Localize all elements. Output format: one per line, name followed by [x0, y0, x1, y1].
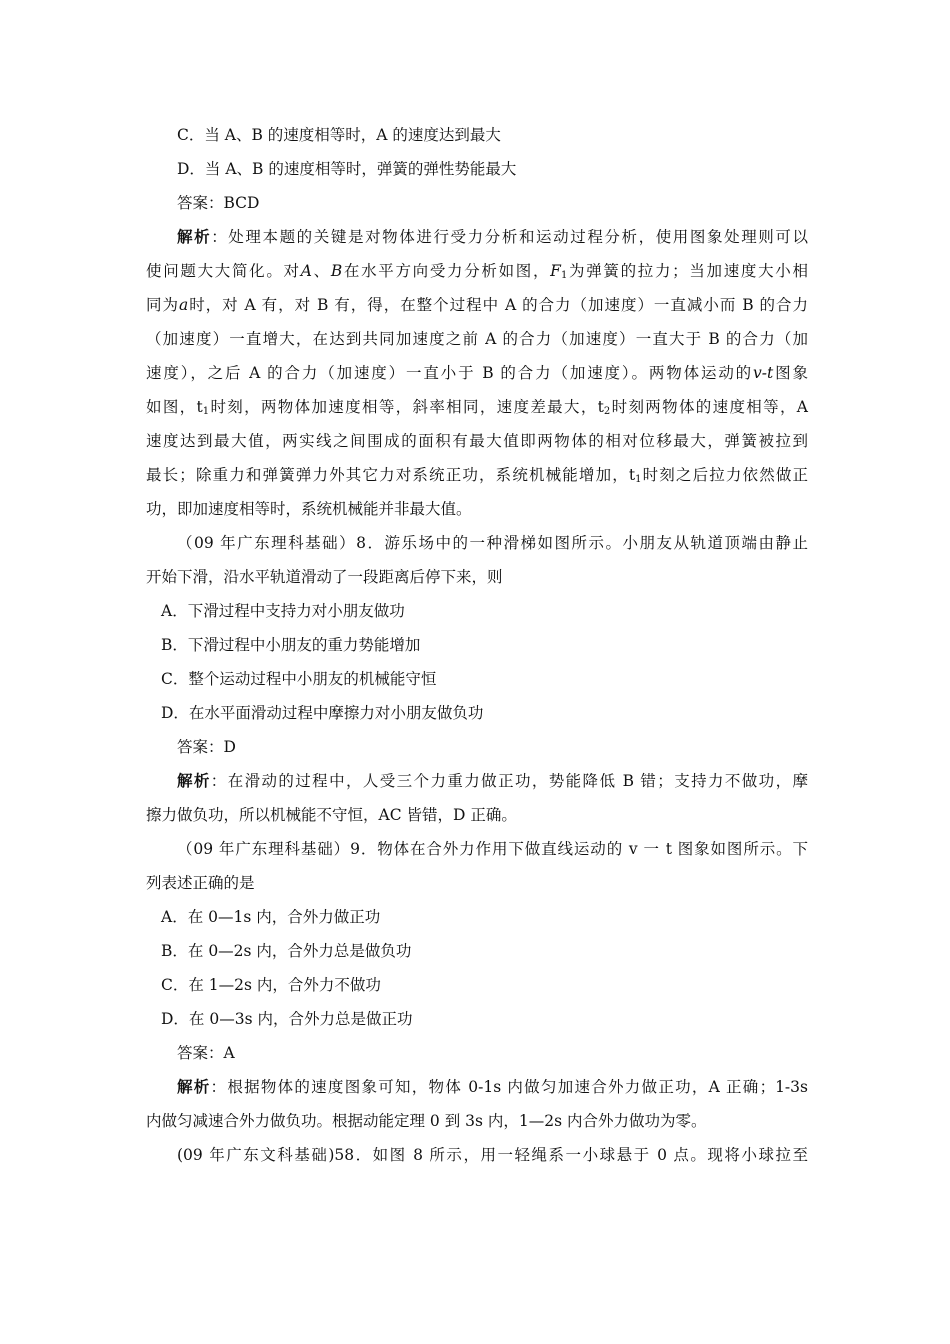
answer: 答案：A	[177, 1044, 235, 1062]
option-a: A．在 0—1s 内，合外力做正功	[161, 908, 381, 926]
analysis-label: 解析	[177, 1077, 211, 1096]
analysis-line: 功，即加速度相等时，系统机械能并非最大值。	[146, 500, 472, 518]
option-d: D．当 A、B 的速度相等时，弹簧的弹性势能最大	[177, 160, 517, 178]
question-stem: （09 年广东理科基础）9．物体在合外力作用下做直线运动的 v 一 t 图象如图所示。下	[177, 840, 808, 858]
question-stem: (09 年广东文科基础)58．如图 8 所示，用一轻绳系一小球悬于 0 点。现将小球拉至	[177, 1146, 808, 1164]
analysis-line: 擦力做负功，所以机械能不守恒，AC 皆错，D 正确。	[146, 806, 517, 824]
analysis-line: 解析：处理本题的关键是对物体进行受力分析和运动过程分析，使用图象处理则可以	[177, 227, 808, 246]
analysis-line: 使问题大大简化。对A、B在水平方向受力分析如图，$F_1$为弹簧的拉力；当加速度大小相	[146, 262, 808, 281]
option-a: A．下滑过程中支持力对小朋友做功	[161, 602, 405, 620]
option-d: D．在 0—3s 内，合外力总是做正功	[161, 1010, 413, 1028]
analysis-line: 内做匀减速合外力做负功。根据动能定理 0 到 3s 内，1—2s 内合外力做功为零。	[146, 1112, 707, 1130]
analysis-line: 速度），之后 A 的合力（加速度）一直小于 B 的合力（加速度）。两物体运动的v-t图象	[146, 364, 808, 382]
option-c: C．当 A、B 的速度相等时，A 的速度达到最大	[177, 126, 501, 144]
analysis-line: 同为a时，对 A 有，对 B 有，得，在整个过程中 A 的合力（加速度）一直减小而 B 的合力	[146, 296, 808, 314]
analysis-line: 速度达到最大值，两实线之间围成的面积有最大值即两物体的相对位移最大，弹簧被拉到	[146, 432, 808, 450]
option-c: C．在 1—2s 内，合外力不做功	[161, 976, 381, 994]
answer: 答案：BCD	[177, 194, 260, 212]
question-stem: 列表述正确的是	[146, 874, 255, 892]
option-b: B．在 0—2s 内，合外力总是做负功	[161, 942, 412, 960]
analysis-line: 解析：在滑动的过程中，人受三个力重力做正功，势能降低 B 错；支持力不做功，摩	[177, 771, 808, 790]
analysis-line: 解析：根据物体的速度图象可知，物体 0-1s 内做匀加速合外力做正功，A 正确；1-3s	[177, 1077, 808, 1096]
question-stem: （09 年广东理科基础）8．游乐场中的一种滑梯如图所示。小朋友从轨道顶端由静止	[177, 534, 808, 552]
analysis-label: 解析	[177, 227, 212, 246]
analysis-line: 最长；除重力和弹簧弹力外其它力对系统正功，系统机械能增加，$t_1$时刻之后拉力依然做正	[146, 466, 808, 485]
question-stem: 开始下滑，沿水平轨道滑动了一段距离后停下来，则	[146, 568, 503, 586]
document-page	[146, 118, 808, 1172]
option-d: D．在水平面滑动过程中摩擦力对小朋友做负功	[161, 704, 484, 722]
analysis-line: 如图，$t_1$时刻，两物体加速度相等，斜率相同，速度差最大，$t_2$时刻两物体的速度相等，A	[146, 398, 808, 417]
analysis-line: （加速度）一直增大，在达到共同加速度之前 A 的合力（加速度）一直大于 B 的合力（加	[146, 330, 808, 348]
option-b: B．下滑过程中小朋友的重力势能增加	[161, 636, 421, 654]
answer: 答案：D	[177, 738, 236, 756]
analysis-label: 解析	[177, 771, 211, 790]
option-c: C．整个运动过程中小朋友的机械能守恒	[161, 670, 437, 688]
